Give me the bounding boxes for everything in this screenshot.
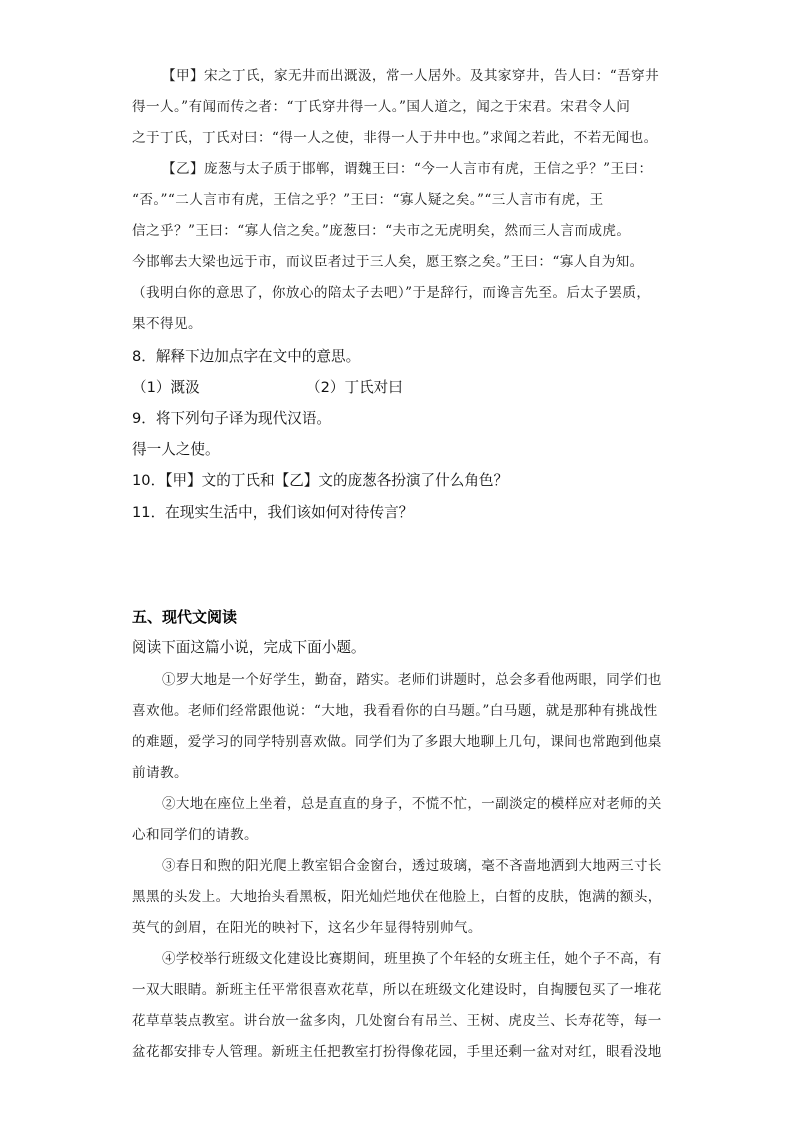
question-9: 9．将下列句子译为现代汉语。 <box>132 410 332 427</box>
story-paragraph-line: ②大地在座位上坐着，总是直直的身子，不慌不忙，一副淡定的模样应对老师的关 <box>162 796 662 812</box>
story-paragraph-line: 盆花都安排专人管理。新班主任把教室打扮得像花园，手里还剩一盆对对红，眼看没地 <box>132 1044 662 1060</box>
question-8-item-1: （1）溉汲 <box>132 379 200 396</box>
passage-yi-line: “否。”“二人言市有虎，王信之乎？”王曰：“寡人疑之矣。”“三人言市有虎，王 <box>132 192 604 208</box>
story-paragraph-line: 喜欢他。老师们经常跟他说：“大地，我看看你的白马题。”白马题，就是那种有挑战性 <box>132 703 658 719</box>
question-8-item-2: （2）丁氏对曰 <box>306 379 403 396</box>
passage-yi-line: （我明白你的意思了，你放心的陪太子去吧）”于是辞行，而谗言先至。后太子罢质， <box>132 285 651 301</box>
question-11: 11．在现实生活中，我们该如何对待传言？ <box>132 504 414 521</box>
question-10: 10．【甲】文的丁氏和【乙】文的庞葱各扮演了什么角色？ <box>132 472 509 489</box>
story-paragraph-line: 花草草装点教室。讲台放一盆多肉，几处窗台有吊兰、王树、虎皮兰、长寿花等，每一 <box>132 1013 662 1029</box>
passage-yi-line: 信之乎？”王曰：“寡人信之矣。”庞葱曰：“夫市之无虎明矣，然而三人言而成虎。 <box>132 223 631 239</box>
story-paragraph-line: 英气的剑眉，在阳光的映衬下，这名少年显得特别帅气。 <box>132 920 482 936</box>
passage-jia-line: 之于丁氏，丁氏对曰：“得一人之使，非得一人于井中也。”求闻之若此，不若无闻也。 <box>132 130 658 146</box>
passage-yi-line: 果不得见。 <box>132 316 202 332</box>
story-paragraph-line: 的难题，爱学习的同学特别喜欢做。同学们为了多跟大地聊上几句，课间也常跑到他桌 <box>132 734 662 750</box>
passage-yi-line: 【乙】庞葱与太子质于邯郸，谓魏王曰：“今一人言市有虎，王信之乎？”王曰： <box>162 161 653 177</box>
story-paragraph-line: ①罗大地是一个好学生，勤奋，踏实。老师们讲题时，总会多看他两眼，同学们也 <box>162 672 662 688</box>
story-paragraph-line: ④学校举行班级文化建设比赛期间，班里换了个年轻的女班主任，她个子不高，有 <box>162 951 662 967</box>
question-8: 8．解释下边加点字在文中的意思。 <box>132 348 361 365</box>
section-instruction: 阅读下面这篇小说，完成下面小题。 <box>132 639 366 656</box>
story-paragraph-line: 前请教。 <box>132 765 188 781</box>
passage-jia-line: 【甲】宋之丁氏，家无井而出溉汲，常一人居外。及其家穿井，告人曰：“吾穿井 <box>162 68 660 84</box>
story-paragraph-line: 一双大眼睛。新班主任平常很喜欢花草，所以在班级文化建设时，自掏腰包买了一堆花 <box>132 982 662 998</box>
question-9-sentence: 得一人之使。 <box>132 441 220 458</box>
story-paragraph-line: 黑黑的头发上。大地抬头看黑板，阳光灿烂地伏在他脸上，白皙的皮肤，饱满的额头， <box>132 889 662 905</box>
section-title: 五、现代文阅读 <box>132 608 238 626</box>
story-paragraph-line: 心和同学们的请教。 <box>132 827 258 843</box>
passage-yi-line: 今邯郸去大梁也远于市，而议臣者过于三人矣，愿王察之矣。”王曰：“寡人自为知。 <box>132 254 644 270</box>
passage-jia-line: 得一人。”有闻而传之者：“丁氏穿井得一人。”国人道之，闻之于宋君。宋君令人问 <box>132 99 631 115</box>
story-paragraph-line: ③春日和煦的阳光爬上教室铝合金窗台，透过玻璃，毫不吝啬地洒到大地两三寸长 <box>162 858 662 874</box>
